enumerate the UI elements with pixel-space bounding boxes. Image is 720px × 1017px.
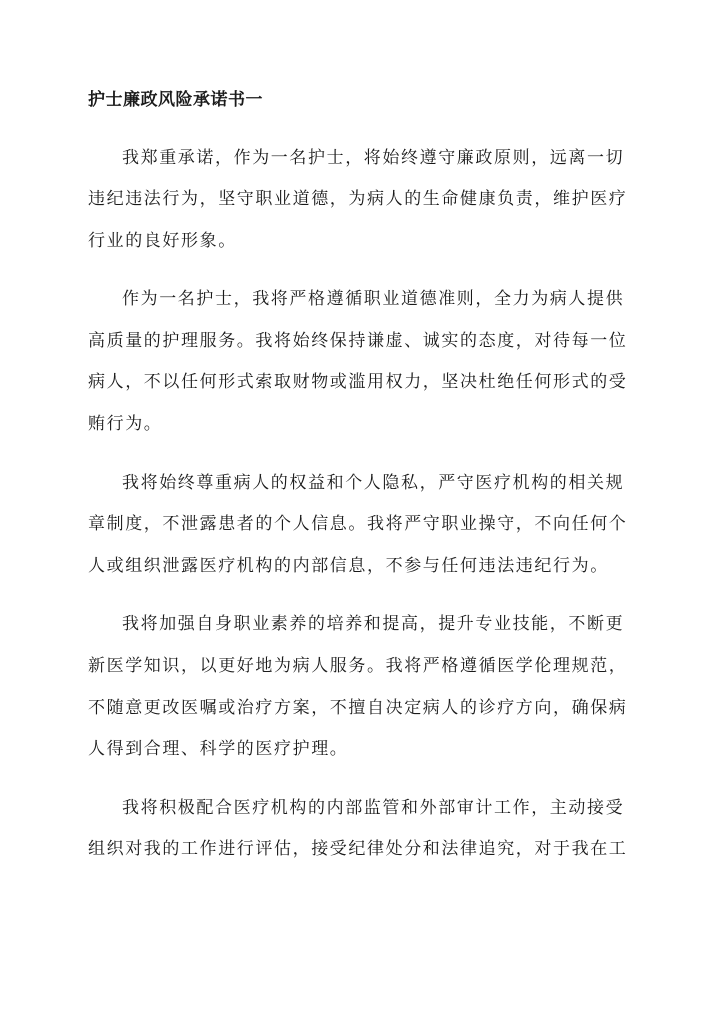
paragraph-3-line-3: 人或组织泄露医疗机构的内部信息，不参与任何违法违纪行为。 — [88, 556, 609, 576]
paragraph-1-line-2: 违纪违法行为，坚守职业道德，为病人的生命健康负责，维护医疗 — [88, 189, 628, 209]
paragraph-5-line-1: 我将积极配合医疗机构的内部监管和外部审计工作，主动接受 — [122, 798, 625, 818]
paragraph-2-line-4: 贿行为。 — [88, 414, 163, 434]
paragraph-1-line-3: 行业的良好形象。 — [88, 231, 237, 251]
paragraph-1-line-1: 我郑重承诺，作为一名护士，将始终遵守廉政原则，远离一切 — [122, 148, 625, 168]
paragraph-4-line-2: 新医学知识，以更好地为病人服务。我将严格遵循医学伦理规范， — [88, 656, 628, 676]
paragraph-3-line-2: 章制度，不泄露患者的个人信息。我将严守职业操守，不向任何个 — [88, 514, 628, 534]
paragraph-2-line-2: 高质量的护理服务。我将始终保持谦虚、诚实的态度，对待每一位 — [88, 331, 628, 351]
paragraph-4-line-1: 我将加强自身职业素养的培养和提高，提升专业技能，不断更 — [122, 614, 625, 634]
paragraph-4-line-4: 人得到合理、科学的医疗护理。 — [88, 739, 349, 759]
paragraph-4-line-3: 不随意更改医嘱或治疗方案，不擅自决定病人的诊疗方向，确保病 — [88, 698, 628, 718]
paragraph-2-line-3: 病人，不以任何形式索取财物或滥用权力，坚决杜绝任何形式的受 — [88, 372, 628, 392]
paragraph-5-line-2: 组织对我的工作进行评估，接受纪律处分和法律追究，对于我在工 — [88, 839, 628, 859]
document-title: 护士廉政风险承诺书一 — [88, 90, 263, 110]
paragraph-2-line-1: 作为一名护士，我将严格遵循职业道德准则，全力为病人提供 — [122, 289, 625, 309]
paragraph-3-line-1: 我将始终尊重病人的权益和个人隐私，严守医疗机构的相关规 — [122, 473, 625, 493]
